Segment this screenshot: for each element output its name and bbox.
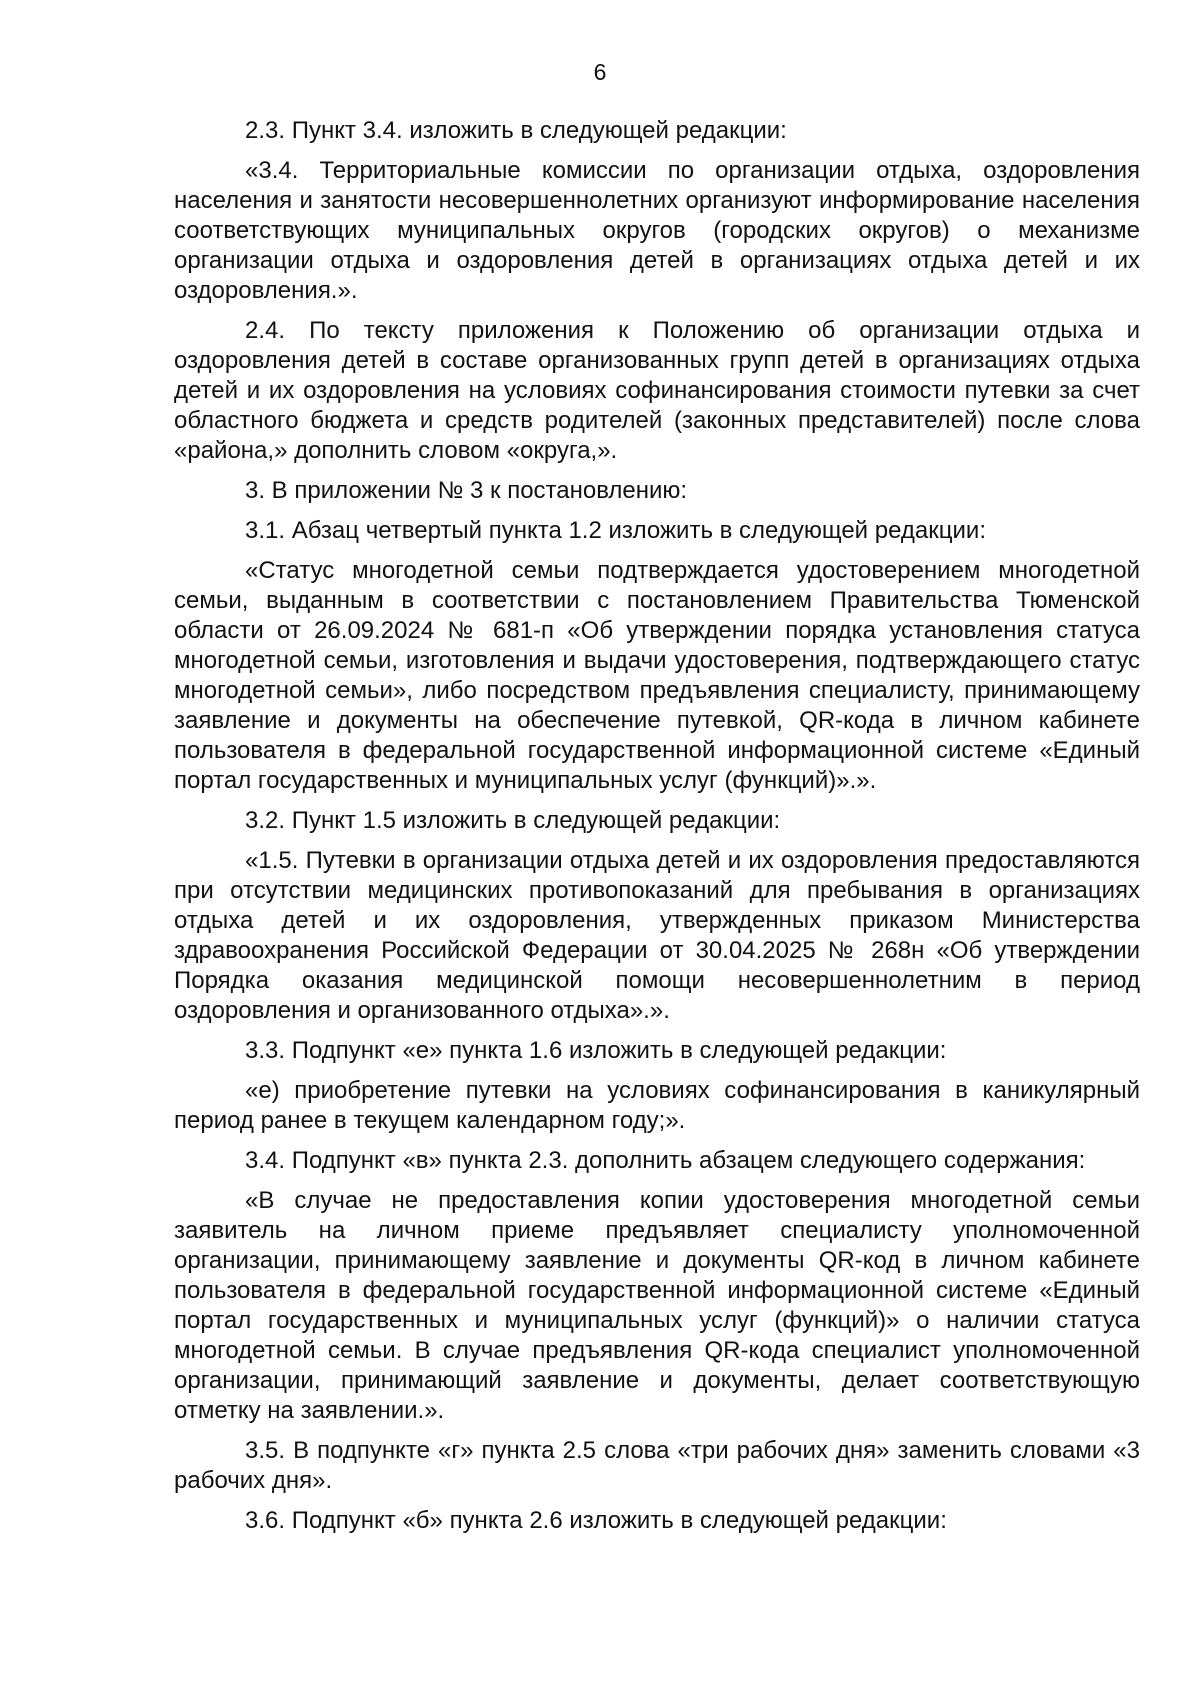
paragraph-3-5: 3.5. В подпункте «г» пункта 2.5 слова «три рабочих дня» заменить словами «3 рабочих дня». — [174, 1437, 1140, 1494]
paragraph-3: 3. В приложении № 3 к постановлению: — [245, 477, 688, 504]
document-body — [174, 116, 1140, 1546]
paragraph-2-3: 2.3. Пункт 3.4. изложить в следующей редакции: — [245, 117, 787, 144]
paragraph-quote-status: «Статус многодетной семьи подтверждается удостоверением многодетной семьи, выданным в соответствии с постановлением Правительства Тюменской области от 26.09.2024 № 681-п «Об утверждении порядка установления статуса многодетной семьи, изготовления и выдачи удостоверения, подтверждающего статус многодетной семьи», либо посредством предъявления специалисту, принимающему заявление и документы на обеспечение путевкой, QR-кода в личном кабинете пользователя в федеральной государственной информационной системе «Единый портал государственных и муниципальных услуг (функций)».». — [174, 557, 1140, 794]
paragraph-quote-3-4: «3.4. Территориальные комиссии по организации отдыха, оздоровления населения и занятости несовершеннолетних организуют информирование населения соответствующих муниципальных округов (городских округов) о механизме организации отдыха и оздоровления детей в организациях отдыха детей и их оздоровления.». — [174, 157, 1140, 304]
page-number: 6 — [593, 59, 607, 85]
paragraph-quote-1-5: «1.5. Путевки в организации отдыха детей и их оздоровления предоставляются при отсутствии медицинских противопоказаний для пребывания в организациях отдыха детей и их оздоровления, утвержденных приказом Министерства здравоохранения Российской Федерации от 30.04.2025 № 268н «Об утверждении Порядка оказания медицинской помощи несовершеннолетним в период оздоровления и организованного отдыха».». — [174, 847, 1140, 1024]
paragraph-quote-e: «е) приобретение путевки на условиях софинансирования в каникулярный период ранее в текущем календарном году;». — [174, 1077, 1140, 1134]
paragraph-3-2: 3.2. Пункт 1.5 изложить в следующей редакции: — [245, 807, 781, 834]
paragraph-3-3: 3.3. Подпункт «е» пункта 1.6 изложить в следующей редакции: — [245, 1037, 947, 1064]
paragraph-2-4: 2.4. По тексту приложения к Положению об организации отдыха и оздоровления детей в составе организованных групп детей в организациях отдыха детей и их оздоровления на условиях софинансирования стоимости путевки за счет областного бюджета и средств родителей (законных представителей) после слова «района,» дополнить словом «округа,». — [174, 317, 1140, 464]
paragraph-3-6: 3.6. Подпункт «б» пункта 2.6 изложить в следующей редакции: — [245, 1507, 947, 1534]
paragraph-3-1: 3.1. Абзац четвертый пункта 1.2 изложить в следующей редакции: — [245, 517, 986, 544]
paragraph-quote-qr: «В случае не предоставления копии удостоверения многодетной семьи заявитель на личном приеме предъявляет специалисту уполномоченной организации, принимающему заявление и документы QR-код в личном кабинете пользователя в федеральной государственной информационной системе «Единый портал государственных и муниципальных услуг (функций)» о наличии статуса многодетной семьи. В случае предъявления QR-кода специалист уполномоченной организации, принимающий заявление и документы, делает соответствующую отметку на заявлении.». — [174, 1187, 1140, 1424]
paragraph-3-4: 3.4. Подпункт «в» пункта 2.3. дополнить абзацем следующего содержания: — [245, 1147, 1086, 1174]
